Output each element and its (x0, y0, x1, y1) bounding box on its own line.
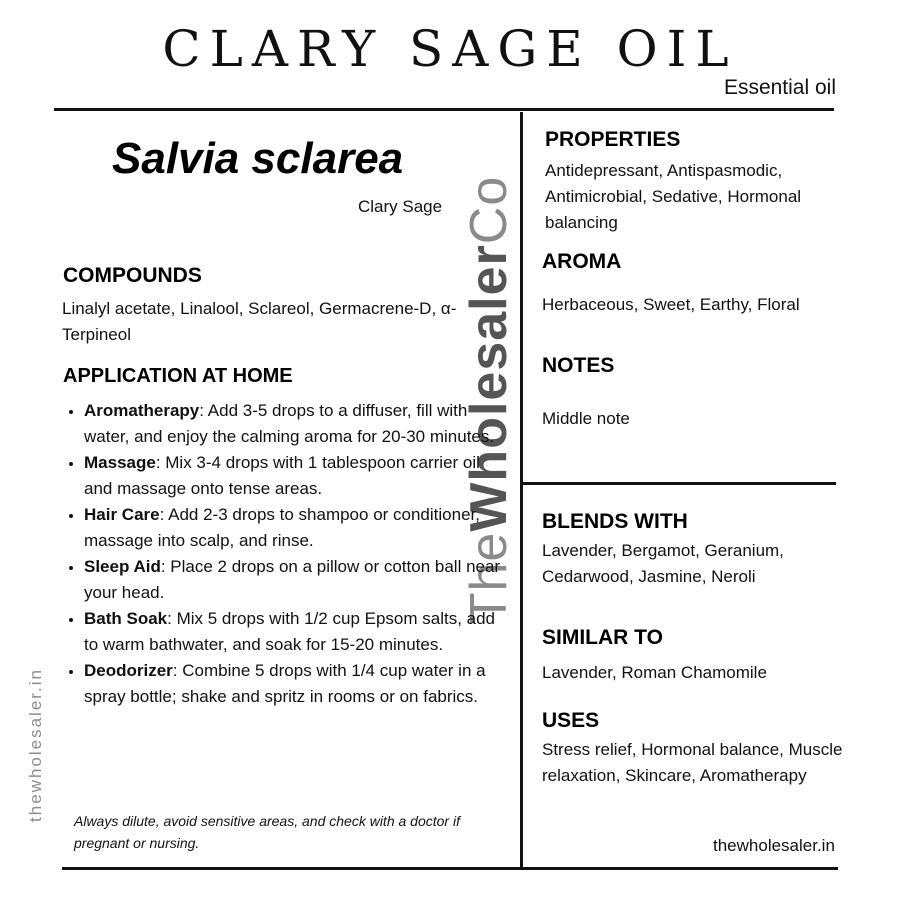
uses-text: Stress relief, Hormonal balance, Muscle relaxation, Skincare, Aromatherapy (542, 740, 843, 785)
footer-website-url: thewholesaler.in (713, 836, 835, 855)
blends-with-text: Lavender, Bergamot, Geranium, Cedarwood, Jasmine, Neroli (542, 541, 784, 586)
right-column-divider (522, 482, 836, 485)
application-list (64, 398, 510, 710)
brand-watermark: TheWholesalerCo (460, 175, 518, 625)
bottom-divider (62, 867, 838, 870)
list-item (84, 398, 510, 450)
application-text: : Place 2 drops on a pillow or cotton ball near your head. (84, 557, 501, 602)
blends-with-heading: BLENDS WITH (542, 510, 688, 533)
application-text: : Mix 3-4 drops with 1 tablespoon carrier oil and massage onto tense areas. (84, 453, 480, 498)
common-name: Clary Sage (358, 197, 443, 216)
list-item (84, 658, 510, 710)
list-item (84, 450, 510, 502)
side-website-url: thewholesaler.in (26, 668, 45, 822)
notes-text: Middle note (542, 409, 630, 428)
compounds-text: Linalyl acetate, Linalool, Sclareol, Germacrene-D, α-Terpineol (62, 299, 457, 344)
list-item (84, 606, 510, 658)
list-item (84, 502, 510, 554)
application-name: Bath Soak (84, 609, 168, 628)
aroma-text: Herbaceous, Sweet, Earthy, Floral (542, 295, 800, 314)
list-item (84, 554, 510, 606)
top-divider (54, 108, 834, 111)
application-text: : Mix 5 drops with 1/2 cup Epsom salts, add to warm bathwater, and soak for 15-20 minutes. (84, 609, 496, 654)
application-text: : Add 3-5 drops to a diffuser, fill with water, and enjoy the calming aroma for 20-30 minutes. (84, 401, 495, 446)
page-subtitle: Essential oil (723, 76, 836, 99)
application-name: Sleep Aid (84, 557, 161, 576)
application-name: Deodorizer (84, 661, 173, 680)
similar-to-heading: SIMILAR TO (542, 626, 663, 649)
application-name: Hair Care (84, 505, 160, 524)
page-title: CLARY SAGE OIL (162, 20, 738, 78)
aroma-heading: AROMA (542, 250, 622, 273)
application-name: Massage (84, 453, 156, 472)
properties-text: Antidepressant, Antispasmodic, Antimicrobial, Sedative, Hormonal balancing (545, 161, 802, 232)
similar-to-text: Lavender, Roman Chamomile (542, 663, 767, 682)
application-heading: APPLICATION AT HOME (63, 365, 293, 387)
application-text: : Add 2-3 drops to shampoo or conditioner, massage into scalp, and rinse. (84, 505, 480, 550)
notes-heading: NOTES (542, 354, 615, 377)
disclaimer-note: Always dilute, avoid sensitive areas, and check with a doctor if pregnant or nursing. (74, 813, 460, 851)
compounds-heading: COMPOUNDS (63, 264, 202, 287)
uses-heading: USES (542, 709, 600, 732)
latin-name: Salvia sclarea (112, 134, 404, 183)
application-text: : Combine 5 drops with 1/4 cup water in a spray bottle; shake and spritz in rooms or on fabrics. (84, 661, 486, 706)
application-name: Aromatherapy (84, 401, 200, 420)
properties-heading: PROPERTIES (545, 128, 681, 151)
column-divider (520, 112, 523, 868)
